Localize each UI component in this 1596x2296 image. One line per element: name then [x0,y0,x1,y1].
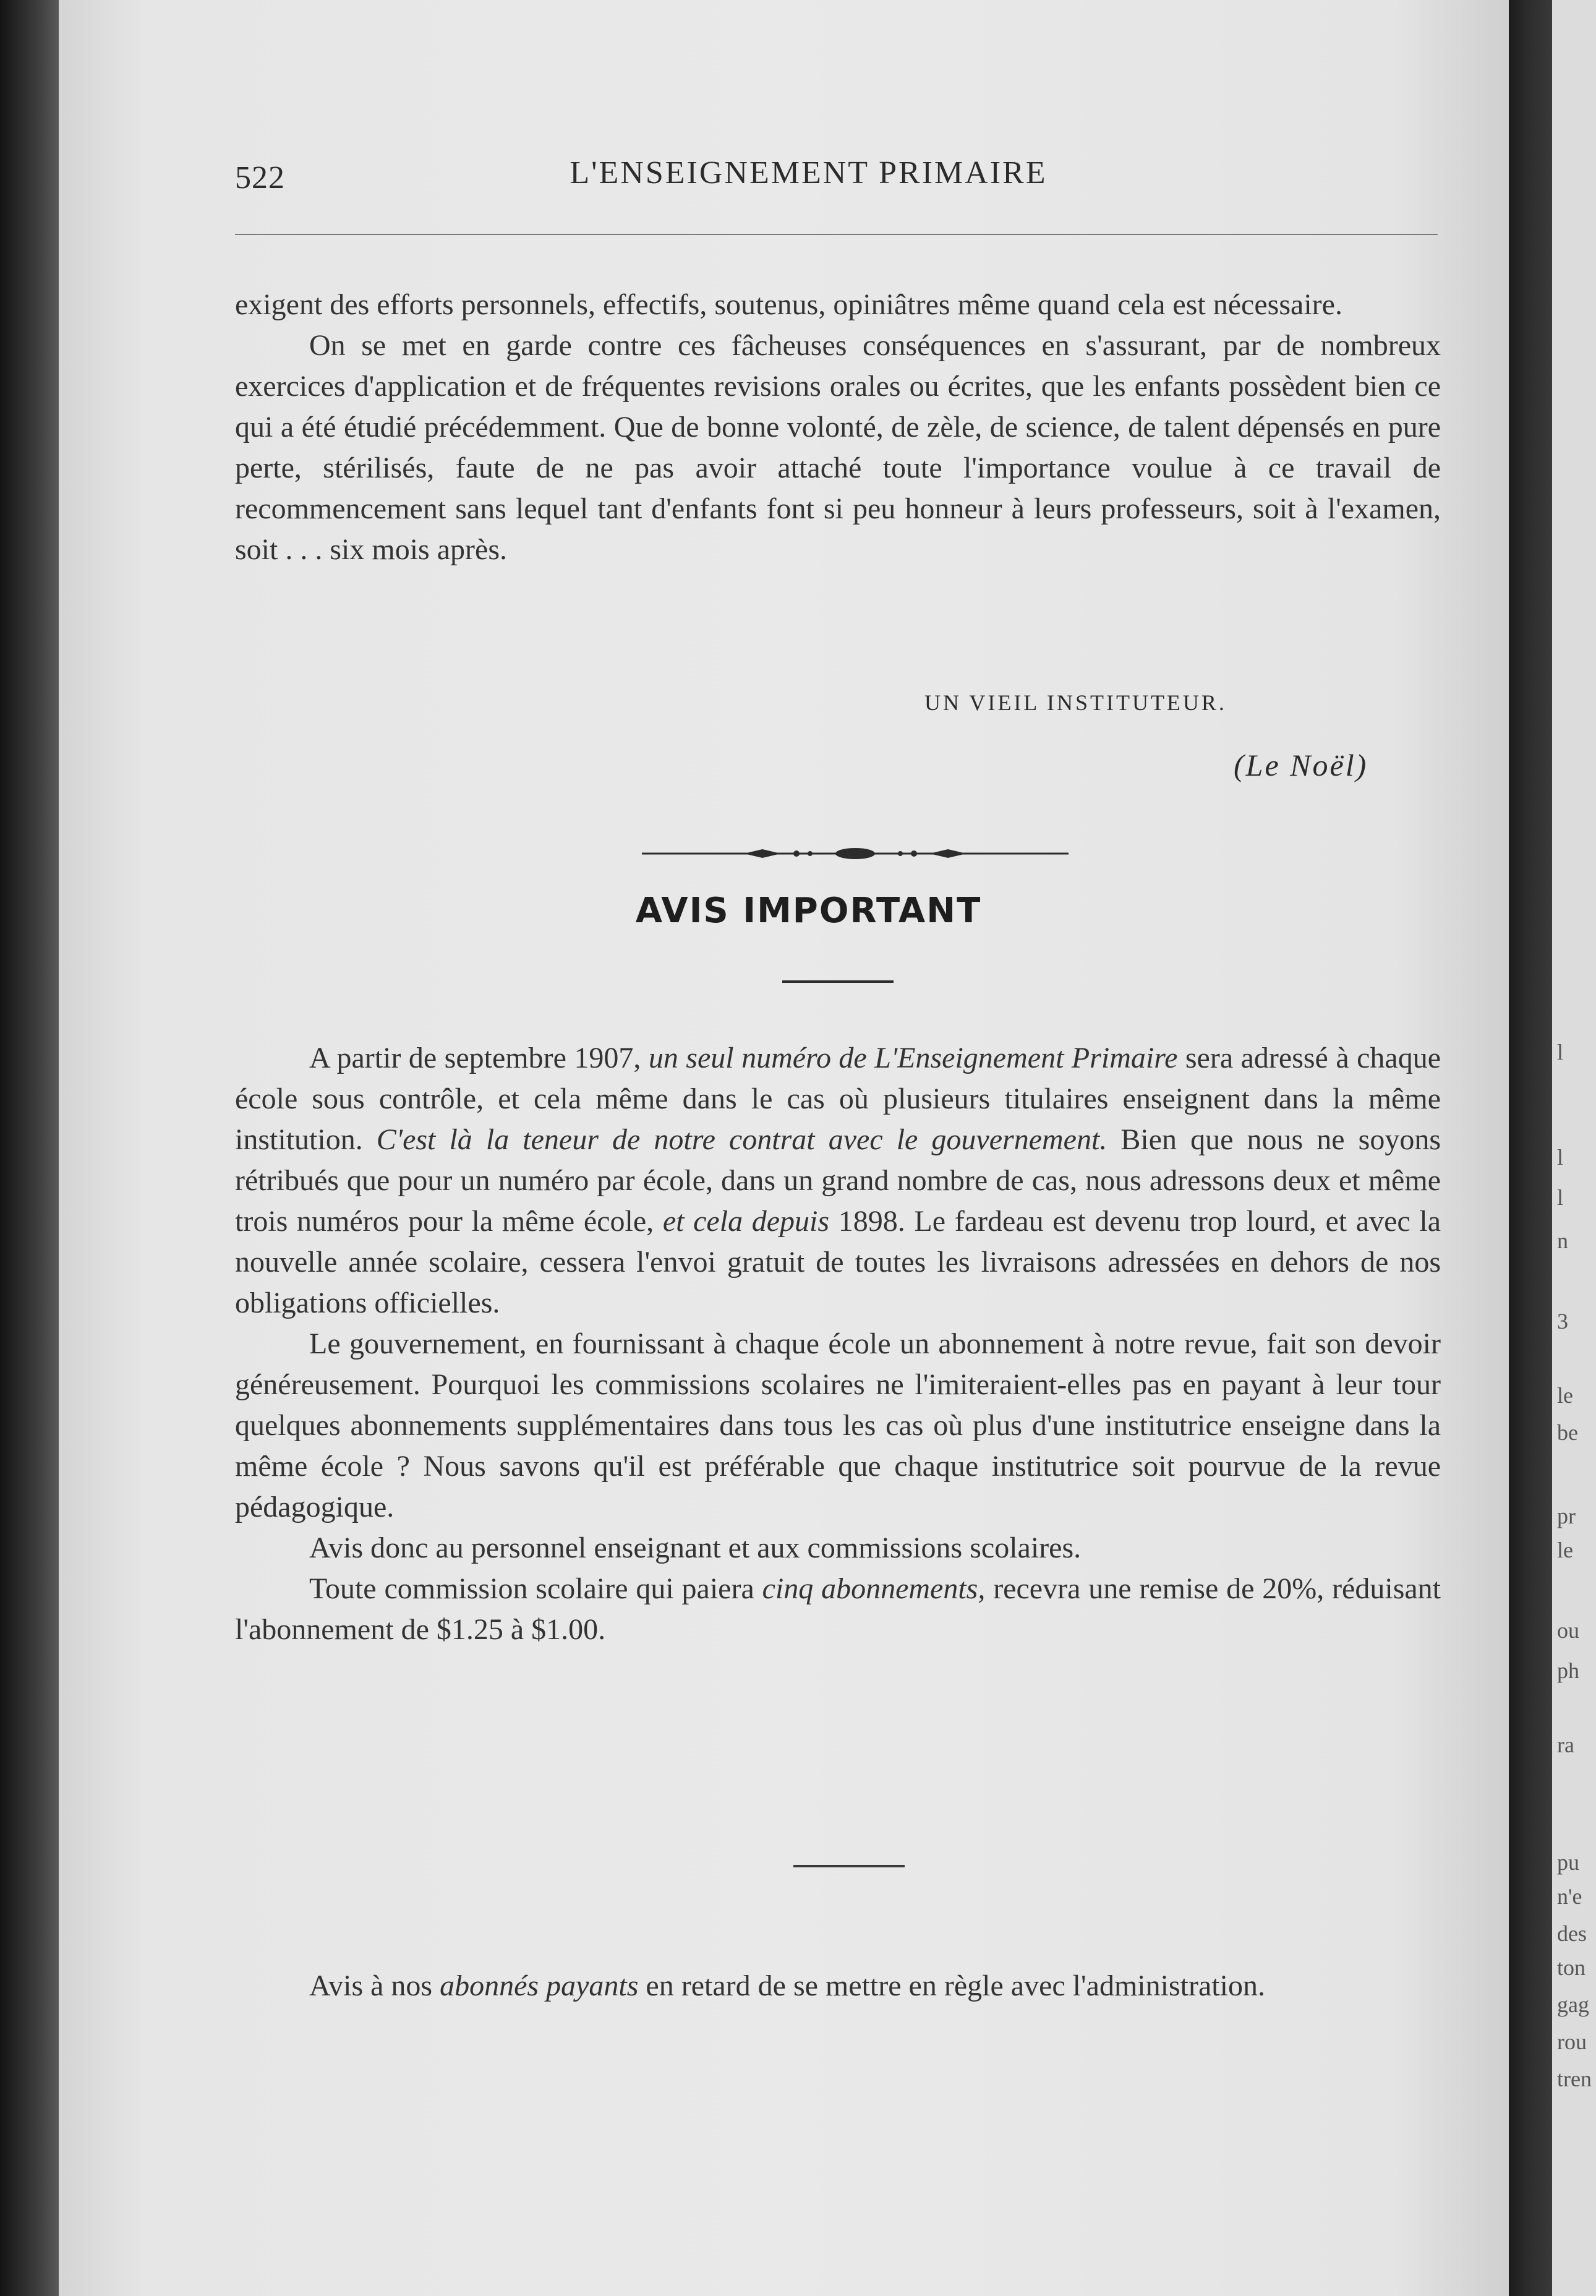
page-number: 522 [235,160,285,195]
fragment: rou [1557,2029,1587,2054]
fragment: be [1557,1420,1578,1445]
notice-body [235,1038,1441,1650]
author-signature: UN VIEIL INSTITUTEUR. [924,690,1227,715]
fragment: l [1557,1145,1564,1170]
fragment: n [1557,1228,1568,1253]
fragment: n'e [1557,1884,1582,1909]
italic-run: et cela depuis [662,1205,830,1238]
article-paragraph: exigent des efforts personnels, effectifs, soutenus, opiniâtres même quand cela est nécessaire. [235,288,1342,321]
text-run: recevra une remise de 20%, réduisant l'abonnement de $1.25 à $1.00. [235,1572,1441,1646]
book-gutter [1509,0,1552,2296]
fragment: ton [1557,1955,1586,1980]
fragment: l [1557,1185,1564,1210]
italic-run: C'est là la teneur de notre contrat avec le gouvernement. [376,1123,1107,1156]
italic-run: un seul numéro de L'Enseignement Primaire [648,1042,1178,1074]
fragment: l [1557,1040,1564,1064]
italic-run: abonnés payants [440,1969,639,2002]
text-run: A partir de septembre 1907, [309,1042,649,1074]
fragment: le [1557,1538,1573,1562]
fragment: le [1557,1383,1573,1408]
fragment: gag [1557,1992,1589,2017]
fragment: 3 [1557,1309,1568,1334]
article-paragraph: On se met en garde contre ces fâcheuses conséquences en s'assurant, par de nombreux exercices d'application et de fréquentes revisions orales ou écrites, que les enfants possèdent bien ce qui a été étudié précédemment. Que de bonne volonté, de zèle, de science, de talent dépensés en pure perte, stérilisés, faute de ne pas avoir attaché toute l'importance voulue à ce travail de recommencement sans lequel tant d'enfants font si peu honneur à leurs professeurs, soit à l'examen, soit . . . six mois après. [235,329,1441,566]
notice-title: AVIS IMPORTANT [635,891,982,931]
text-run: Bien que nous ne soyons rétribués que pour un numéro par école, dans un grand nombre de cas, nous adressons deux et même trois numéros pour la même école, [235,1123,1441,1238]
ornament-divider [642,846,1069,861]
scan-left-margin [0,0,59,2296]
fragment: des [1557,1921,1587,1946]
fragment: ra [1557,1733,1574,1757]
notice-paragraph: Avis donc au personnel enseignant et aux commissions scolaires. [309,1531,1082,1564]
fragment: pr [1557,1504,1576,1528]
text-run: sera adressé à chaque école sous contrôle, et cela même dans le cas où plusieurs titulaires enseignent dans la même institution. [235,1042,1441,1156]
text-run: Toute commission scolaire qui paiera [309,1572,762,1605]
running-title: L'ENSEIGNEMENT PRIMAIRE [570,155,1048,191]
section-rule [793,1865,905,1867]
fragment: ph [1557,1658,1579,1683]
notice-paragraph [235,1569,1441,1650]
article-end [235,285,1441,570]
notice-paragraph [235,1038,1441,1324]
header-rule [235,234,1438,235]
text-run: en retard de se mettre en règle avec l'administration. [638,1969,1265,2002]
notice-paragraph: Le gouvernement, en fournissant à chaque école un abonnement à notre revue, fait son devoir généreusement. Pourquoi les commissions scolaires ne l'imiteraient-elles pas en payant à leur tour quelques abonnements supplémentaires dans tous les cas où plus d'une institutrice enseigne dans la même école ? Nous savons qu'il est préférable que chaque institutrice soit pourvue de la revue pédagogique. [235,1327,1441,1523]
final-paragraph [235,1966,1441,2007]
adjacent-page-edge [1552,0,1596,2296]
fragment: ou [1557,1618,1579,1643]
text-run: 1898. Le fardeau est devenu trop lourd, et avec la nouvelle année scolaire, cessera l'envoi gratuit de toutes les livraisons adressées en dehors de nos obligations officielles. [235,1205,1441,1319]
final-notice [235,1966,1441,2007]
book-page [59,0,1509,2296]
italic-run: cinq abonnements, [762,1572,986,1605]
text-run: Avis à nos [309,1969,440,2002]
fragment: tren [1557,2067,1592,2091]
title-rule [782,980,894,983]
source-citation: (Le Noël) [1234,748,1368,782]
fragment: pu [1557,1850,1579,1875]
